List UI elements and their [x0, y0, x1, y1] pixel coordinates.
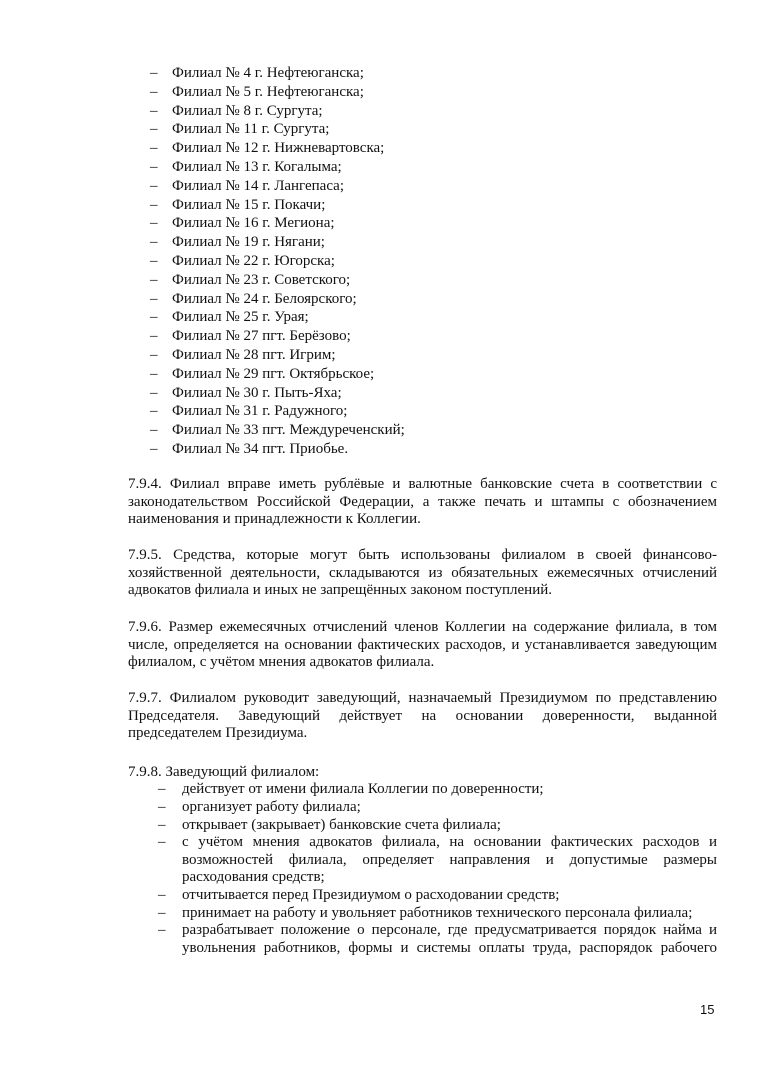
list-dash: – — [150, 140, 158, 157]
paragraph-7-9-6: 7.9.6. Размер ежемесячных отчислений членов Коллегии на содержание филиала, в том числе, определяется на основании фактических расходов, и устанавливается заведующим филиалом, с учётом мнения адвокатов филиала. — [128, 619, 717, 671]
branch-name: Филиал № 24 г. Белоярского; — [172, 290, 357, 307]
list-dash: – — [150, 83, 158, 100]
branch-list-item — [150, 384, 405, 403]
duty-text: организует работу филиала; — [182, 798, 361, 815]
branch-list — [150, 64, 405, 459]
duty-text: отчитывается перед Президиумом о расходовании средств; — [182, 886, 560, 903]
branch-name: Филиал № 14 г. Лангепаса; — [172, 177, 345, 194]
branch-name: Филиал № 4 г. Нефтеюганска; — [172, 65, 364, 81]
list-dash: – — [150, 422, 158, 439]
paragraph-7-9-4: 7.9.4. Филиал вправе иметь рублёвые и валютные банковские счета в соответствии с законодательством Российской Федерации, а также печать и штампы с обозначением наименования и принадлежности к Коллегии. — [128, 476, 717, 528]
list-dash: – — [150, 65, 158, 81]
branch-list-item — [150, 271, 405, 290]
duty-text: принимает на работу и увольняет работников технического персонала филиала; — [182, 904, 693, 921]
branch-name: Филиал № 11 г. Сургута; — [172, 121, 330, 138]
branch-name: Филиал № 8 г. Сургута; — [172, 102, 323, 119]
list-dash: – — [150, 252, 158, 269]
list-dash: – — [150, 365, 158, 382]
branch-list-item — [150, 327, 405, 346]
branch-list-item — [150, 440, 405, 459]
list-dash: – — [158, 816, 166, 833]
list-dash: – — [158, 834, 166, 851]
duty-text: открывает (закрывает) банковские счета филиала; — [182, 816, 501, 833]
branch-name: Филиал № 31 г. Радужного; — [172, 403, 348, 420]
branch-name: Филиал № 19 г. Нягани; — [172, 234, 325, 251]
list-dash: – — [158, 798, 166, 815]
duty-list-item — [158, 799, 717, 816]
section-7-9-8-title: 7.9.8. Заведующий филиалом: — [128, 764, 320, 780]
branch-name: Филиал № 23 г. Советского; — [172, 271, 351, 288]
manager-duties-list — [158, 781, 717, 958]
branch-name: Филиал № 5 г. Нефтеюганска; — [172, 83, 364, 100]
duty-list-item — [158, 781, 717, 798]
list-dash: – — [158, 904, 166, 921]
branch-name: Филиал № 28 пгт. Игрим; — [172, 346, 336, 363]
branch-list-item — [150, 102, 405, 121]
duty-list-item — [158, 887, 717, 904]
list-dash: – — [150, 215, 158, 232]
branch-name: Филиал № 27 пгт. Берёзово; — [172, 328, 351, 345]
branch-list-item — [150, 421, 405, 440]
branch-list-item — [150, 290, 405, 309]
list-dash: – — [150, 440, 158, 457]
list-dash: – — [150, 271, 158, 288]
branch-list-item — [150, 252, 405, 271]
list-dash: – — [158, 922, 166, 939]
branch-list-item — [150, 120, 405, 139]
branch-name: Филиал № 22 г. Югорска; — [172, 252, 335, 269]
list-dash: – — [158, 781, 166, 797]
list-dash: – — [150, 177, 158, 194]
branch-list-item — [150, 346, 405, 365]
list-dash: – — [150, 121, 158, 138]
list-dash: – — [150, 234, 158, 251]
branch-name: Филиал № 29 пгт. Октябрьское; — [172, 365, 375, 382]
branch-list-item — [150, 64, 405, 83]
list-dash: – — [150, 290, 158, 307]
branch-name: Филиал № 15 г. Покачи; — [172, 196, 326, 213]
branch-list-item — [150, 402, 405, 421]
branch-list-item — [150, 308, 405, 327]
branch-list-item — [150, 83, 405, 102]
duty-text: с учётом мнения адвокатов филиала, на основании фактических расходов и возможностей филиала, определяет направления и допустимые размеры расходования средств; — [182, 834, 717, 885]
duty-list-item — [158, 922, 717, 957]
paragraph-7-9-7: 7.9.7. Филиалом руководит заведующий, назначаемый Президиумом по представлению Председателя. Заведующий действует на основании доверенности, выданной председателем Президиума. — [128, 690, 717, 742]
branch-name: Филиал № 16 г. Мегиона; — [172, 215, 335, 232]
list-dash: – — [150, 328, 158, 345]
duty-text: разрабатывает положение о персонале, где предусматривается порядок найма и увольнения работников, формы и системы оплаты труда, распорядок рабочего — [182, 922, 717, 956]
page-number: 15 — [700, 1002, 715, 1017]
list-dash: – — [150, 309, 158, 326]
branch-name: Филиал № 33 пгт. Междуреченский; — [172, 422, 405, 439]
paragraph-7-9-5: 7.9.5. Средства, которые могут быть использованы филиалом в своей финансово-хозяйственной деятельности, складываются из обязательных ежемесячных отчислений адвокатов филиала и иных не запрещённых законом поступлений. — [128, 547, 717, 599]
duty-list-item — [158, 905, 717, 922]
branch-name: Филиал № 34 пгт. Приобье. — [172, 440, 349, 457]
branch-list-item — [150, 158, 405, 177]
branch-list-item — [150, 177, 405, 196]
branch-name: Филиал № 25 г. Урая; — [172, 309, 309, 326]
list-dash: – — [150, 196, 158, 213]
list-dash: – — [150, 346, 158, 363]
branch-name: Филиал № 12 г. Нижневартовска; — [172, 140, 385, 157]
list-dash: – — [150, 158, 158, 175]
branch-name: Филиал № 30 г. Пыть-Яха; — [172, 384, 342, 401]
branch-list-item — [150, 233, 405, 252]
list-dash: – — [158, 886, 166, 903]
branch-list-item — [150, 365, 405, 384]
branch-name: Филиал № 13 г. Когалыма; — [172, 158, 342, 175]
duty-list-item — [158, 834, 717, 886]
list-dash: – — [150, 403, 158, 420]
branch-list-item — [150, 139, 405, 158]
branch-list-item — [150, 214, 405, 233]
duty-text: действует от имени филиала Коллегии по доверенности; — [182, 781, 544, 797]
list-dash: – — [150, 384, 158, 401]
branch-list-item — [150, 196, 405, 215]
list-dash: – — [150, 102, 158, 119]
duty-list-item — [158, 817, 717, 834]
